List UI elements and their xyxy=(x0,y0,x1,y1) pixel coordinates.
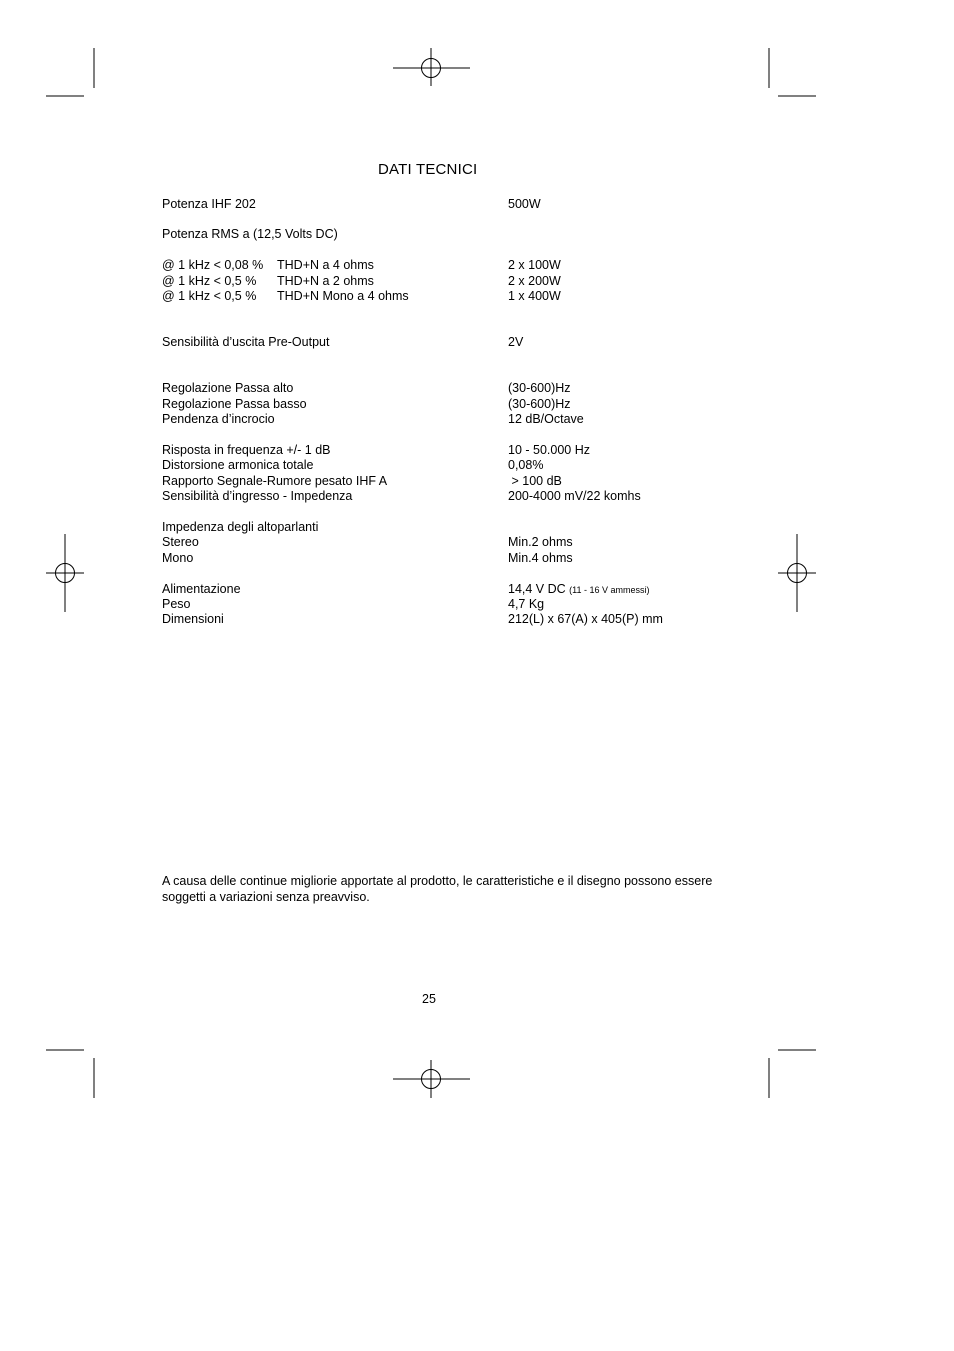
registration-mark xyxy=(393,1060,470,1098)
spec-value: 212(L) x 67(A) x 405(P) mm xyxy=(508,612,663,626)
spec-label: Pendenza d’incrocio xyxy=(162,412,275,426)
spec-value: 4,7 Kg xyxy=(508,597,545,611)
spec-value: (30-600)Hz xyxy=(508,381,571,395)
spec-sublabel: THD+N a 4 ohms xyxy=(277,258,374,272)
spec-value: 2 x 100W xyxy=(508,258,561,272)
spec-label: Rapporto Segnale-Rumore pesato IHF A xyxy=(162,474,388,488)
spec-label: Sensibilità d’uscita Pre-Output xyxy=(162,335,330,349)
spec-label: Regolazione Passa alto xyxy=(162,381,294,395)
spec-value: (30-600)Hz xyxy=(508,397,571,411)
spec-label: @ 1 kHz < 0,08 % xyxy=(162,258,264,272)
spec-value: 2 x 200W xyxy=(508,274,561,288)
spec-label: Potenza IHF 202 xyxy=(162,197,256,211)
spec-label: Alimentazione xyxy=(162,582,241,596)
spec-value: 500W xyxy=(508,197,541,211)
spec-value: 1 x 400W xyxy=(508,289,561,303)
spec-label: @ 1 kHz < 0,5 % xyxy=(162,274,257,288)
spec-value: Min.4 ohms xyxy=(508,551,573,565)
footnote: A causa delle continue migliorie apportate al prodotto, le caratteristiche e il disegno possono essere soggetti a variazioni senza preavviso. xyxy=(162,874,713,904)
spec-label: Impedenza degli altoparlanti xyxy=(162,520,319,534)
page-title: DATI TECNICI xyxy=(378,161,478,178)
spec-sublabel: THD+N Mono a 4 ohms xyxy=(277,289,409,303)
spec-label: Sensibilità d’ingresso - Impedenza xyxy=(162,489,353,503)
spec-value: 10 - 50.000 Hz xyxy=(508,443,590,457)
spec-label: Stereo xyxy=(162,535,199,549)
spec-label: Regolazione Passa basso xyxy=(162,397,307,411)
spec-label: Peso xyxy=(162,597,191,611)
registration-mark xyxy=(778,534,816,612)
spec-value: 2V xyxy=(508,335,524,349)
spec-value: 200-4000 mV/22 komhs xyxy=(508,489,641,503)
spec-label: Distorsione armonica totale xyxy=(162,458,314,472)
spec-label: @ 1 kHz < 0,5 % xyxy=(162,289,257,303)
spec-label: Risposta in frequenza +/- 1 dB xyxy=(162,443,331,457)
spec-value-note: (11 - 16 V ammessi) xyxy=(569,585,650,595)
spec-label: Dimensioni xyxy=(162,612,224,626)
spec-value: > 100 dB xyxy=(508,474,562,488)
spec-label: Potenza RMS a (12,5 Volts DC) xyxy=(162,227,338,241)
spec-sublabel: THD+N a 2 ohms xyxy=(277,274,374,288)
spec-value: 12 dB/Octave xyxy=(508,412,584,426)
spec-value: 14,4 V DC xyxy=(508,582,566,596)
registration-mark xyxy=(393,48,470,86)
spec-value: 0,08% xyxy=(508,458,544,472)
page-number: 25 xyxy=(422,992,436,1006)
spec-label: Mono xyxy=(162,551,194,565)
spec-value: Min.2 ohms xyxy=(508,535,573,549)
registration-mark xyxy=(46,534,84,612)
